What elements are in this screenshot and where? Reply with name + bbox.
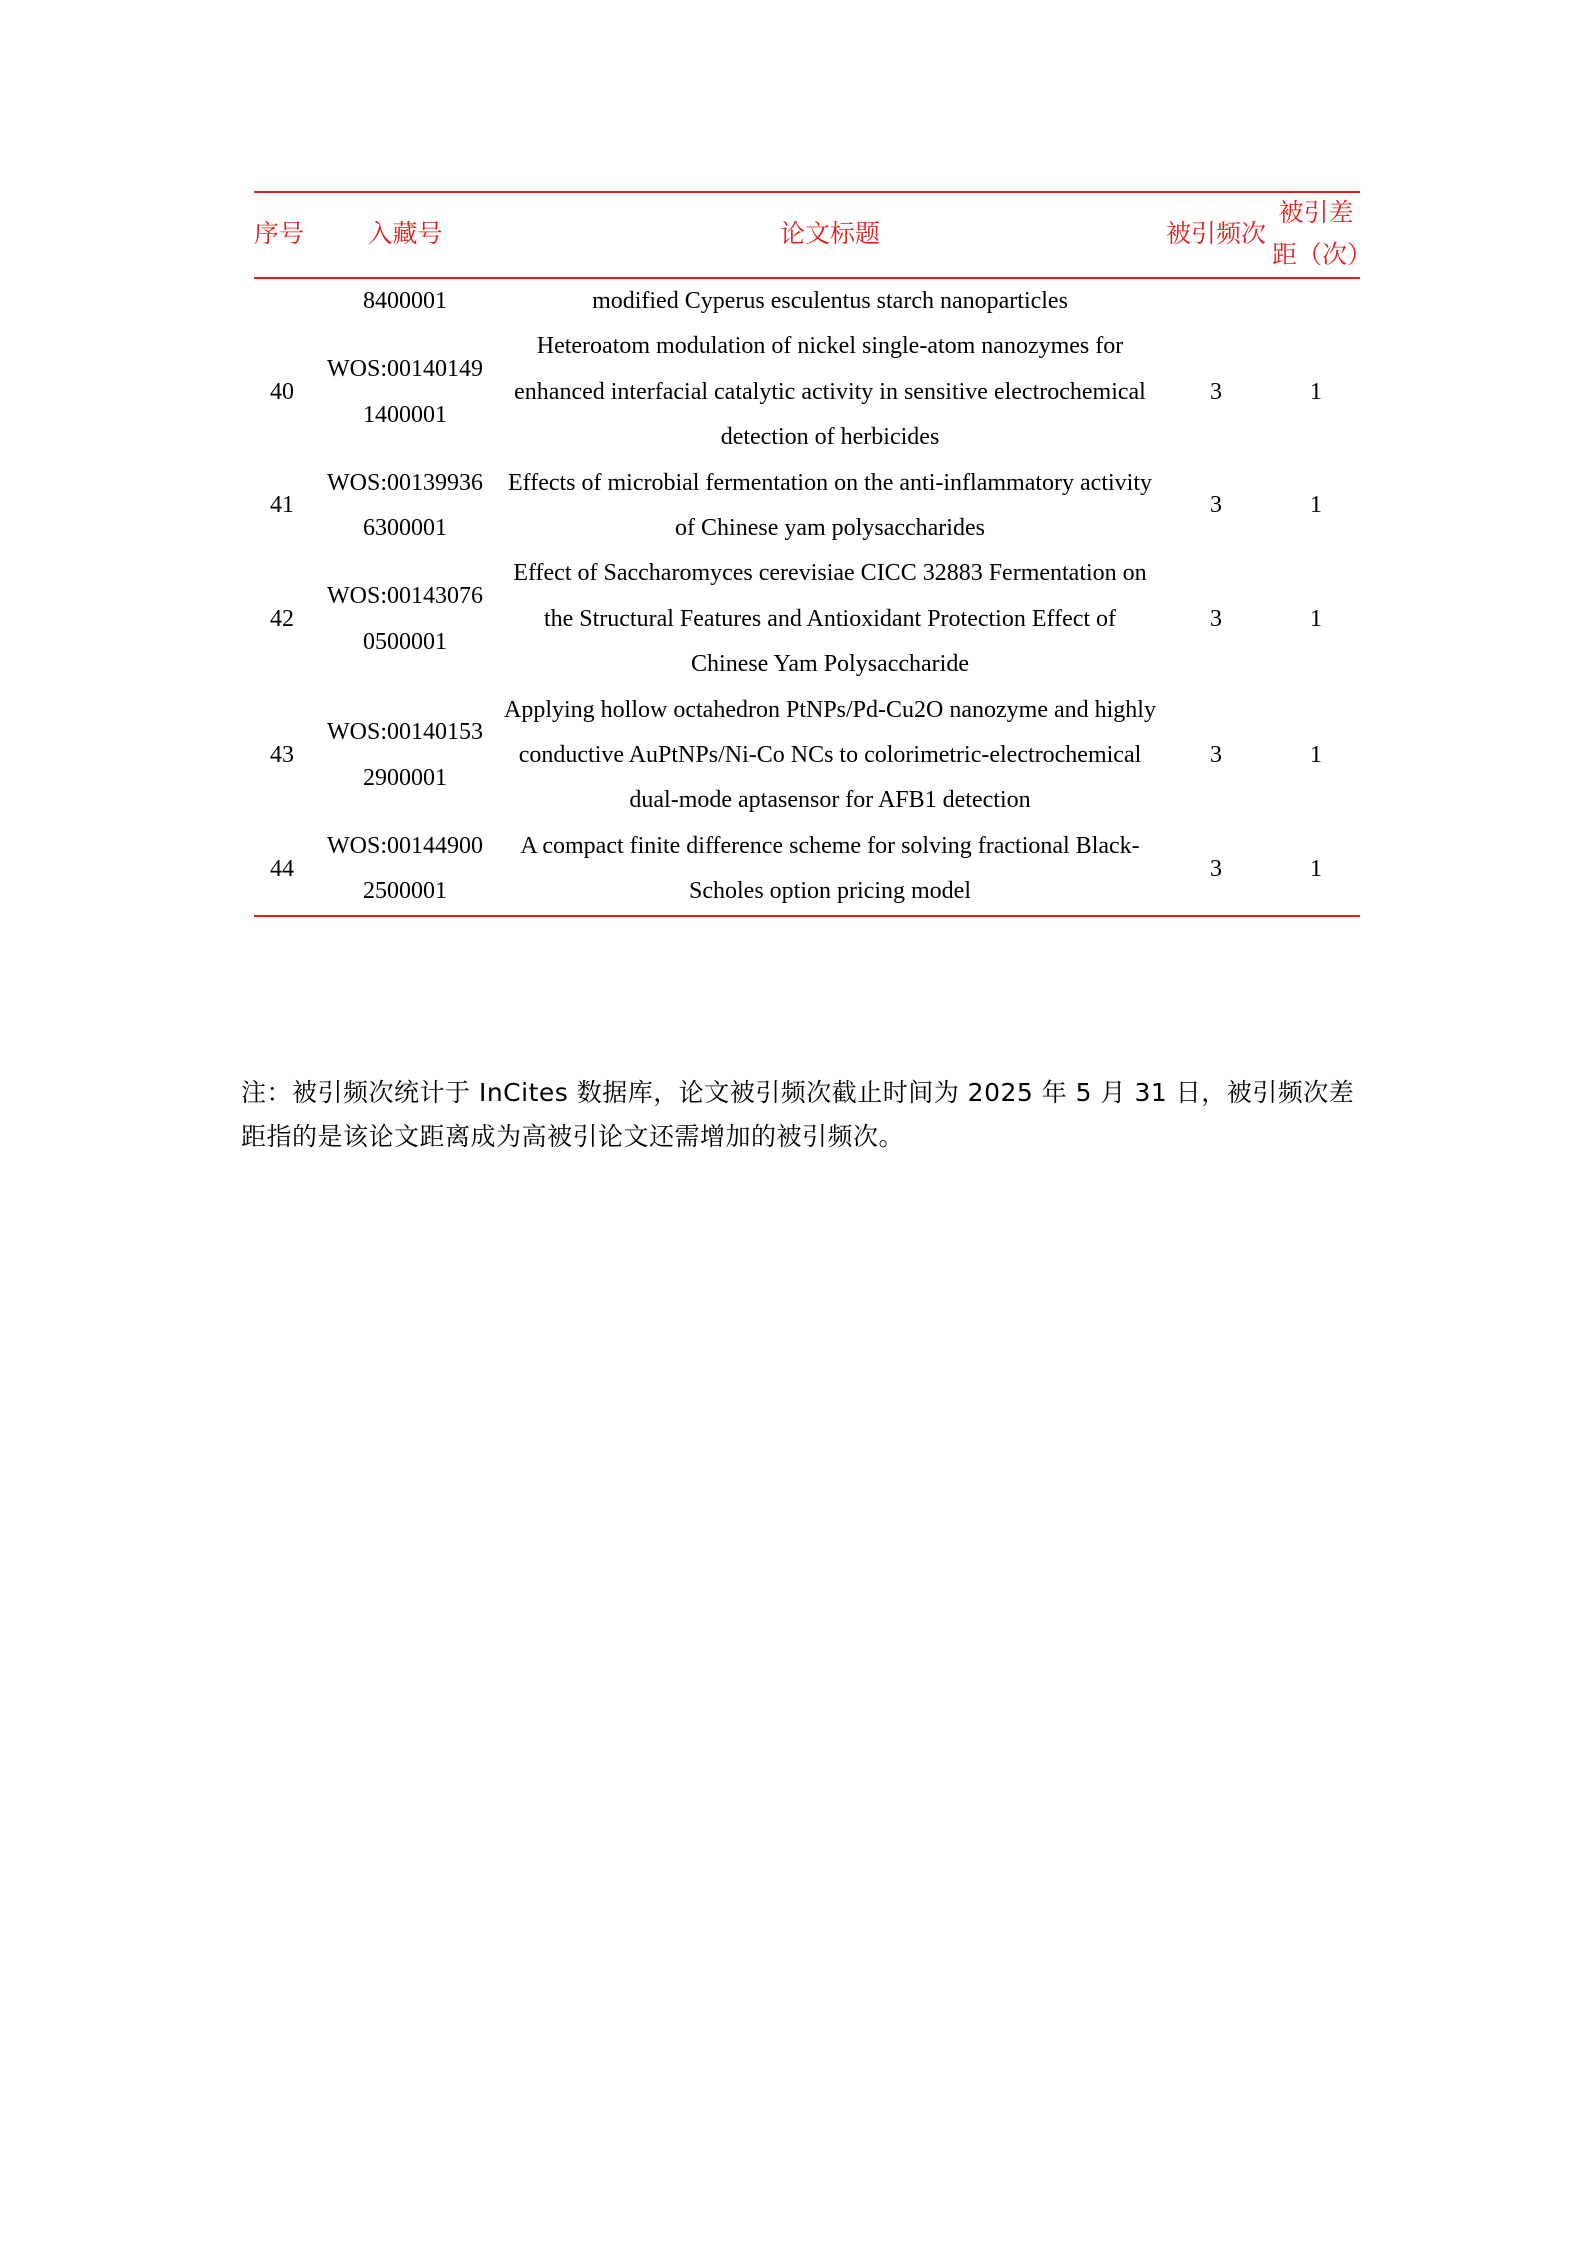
cell-accession — [310, 461, 500, 552]
cell-citations: 3 — [1210, 605, 1222, 632]
table-row — [254, 824, 1360, 916]
cell-accession — [310, 688, 500, 824]
cell-title: modified Cyperus esculentus starch nanoparticles — [592, 288, 1068, 314]
table-row — [254, 551, 1360, 687]
header-citations: 被引频次 — [1165, 221, 1266, 248]
accession-part-a: WOS:00139936 — [327, 469, 483, 496]
cell-title: Heteroatom modulation of nickel single-atom nanozymes for enhanced interfacial catalytic activity in sensitive electrochemical detection of herbicides — [514, 333, 1146, 451]
header-accession: 入藏号 — [367, 221, 443, 248]
cell-title: Effects of microbial fermentation on the anti-inflammatory activity of Chinese yam polysaccharides — [507, 469, 1152, 542]
accession-part-a: WOS:00143076 — [327, 583, 483, 610]
header-title: 论文标题 — [779, 221, 880, 248]
cell-no: 40 — [270, 378, 294, 405]
cell-gap: 1 — [1310, 492, 1322, 519]
accession-part-b: 1400001 — [363, 401, 447, 428]
cell-no: 43 — [270, 742, 294, 769]
cell-citations — [1160, 278, 1272, 324]
cell-no — [254, 278, 310, 324]
cell-accession — [310, 824, 500, 916]
cell-gap: 1 — [1310, 605, 1322, 632]
cell-title: Applying hollow octahedron PtNPs/Pd-Cu2O nanozyme and highly conductive AuPtNPs/Ni-Co NCs to colorimetric-electrochemical dual-mode aptasensor for AFB1 detection — [504, 696, 1156, 814]
table-row — [254, 324, 1360, 460]
cell-accession — [310, 551, 500, 687]
accession-part-b: 0500001 — [363, 628, 447, 655]
header-gap-line1: 被引差 — [1278, 200, 1354, 227]
cell-citations: 3 — [1210, 855, 1222, 882]
cell-gap: 1 — [1310, 742, 1322, 769]
cell-no: 42 — [270, 605, 294, 632]
cell-title: Effect of Saccharomyces cerevisiae CICC 32883 Fermentation on the Structural Features and Antioxidant Protection Effect of Chinese Yam Polysaccharide — [513, 560, 1147, 678]
cell-citations: 3 — [1210, 378, 1222, 405]
accession-part-a: WOS:00140149 — [327, 356, 483, 383]
cell-no: 41 — [270, 492, 294, 519]
table-row — [254, 688, 1360, 824]
header-gap-line2: 距（次） — [1272, 242, 1373, 269]
citation-table — [254, 191, 1373, 917]
table-header-row — [254, 192, 1360, 278]
table-row-continued — [254, 278, 1360, 324]
table-footnote: 注：被引频次统计于 InCites 数据库，论文被引频次截止时间为 2025 年 5 月 31 日，被引频次差距指的是该论文距离成为高被引论文还需增加的被引频次。 — [241, 1078, 1355, 1151]
citation-table-container — [254, 191, 1373, 917]
accession-part-b: 6300001 — [363, 515, 447, 542]
cell-accession: 8400001 — [363, 288, 447, 314]
accession-part-b: 2900001 — [363, 764, 447, 791]
cell-title: A compact finite difference scheme for solving fractional Black-Scholes option pricing model — [520, 832, 1140, 905]
cell-citations: 3 — [1210, 742, 1222, 769]
cell-accession — [310, 324, 500, 460]
header-gap — [1272, 192, 1373, 278]
cell-no: 44 — [270, 855, 294, 882]
accession-part-b: 2500001 — [363, 878, 447, 905]
accession-part-a: WOS:00140153 — [327, 719, 483, 746]
cell-citations: 3 — [1210, 492, 1222, 519]
cell-gap — [1272, 278, 1360, 324]
table-row — [254, 461, 1360, 552]
header-no: 序号 — [254, 221, 305, 248]
cell-gap: 1 — [1310, 378, 1322, 405]
cell-gap: 1 — [1310, 855, 1322, 882]
accession-part-a: WOS:00144900 — [327, 832, 483, 859]
